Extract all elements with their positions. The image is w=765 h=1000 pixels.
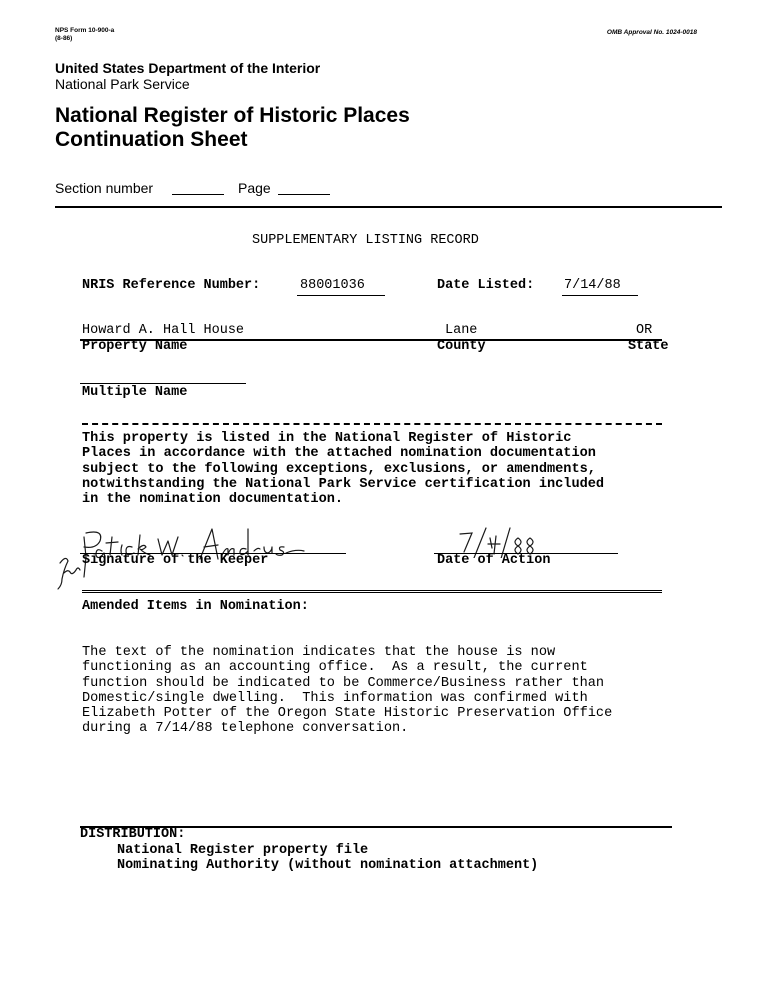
property-name-label: Property Name — [82, 339, 188, 354]
multiple-name-label: Multiple Name — [82, 385, 188, 400]
amended-heading: Amended Items in Nomination: — [82, 599, 309, 614]
state-label: State — [628, 339, 669, 354]
date-listed-label: Date Listed: — [437, 278, 535, 293]
agency-name: United States Department of the Interior — [55, 60, 321, 76]
date-listed-value: 7/14/88 — [564, 278, 621, 293]
record-heading: SUPPLEMENTARY LISTING RECORD — [252, 233, 479, 248]
distribution-item: National Register property file — [117, 843, 369, 858]
listing-statement: This property is listed in the National Register of Historic Places in accordance with the attached nomination documentation subject to the following exceptions, exclusions, or amendments, notwithstanding the National Park Service certification included in the nomination documentation. — [82, 431, 605, 508]
nris-underline — [297, 295, 385, 296]
nris-label: NRIS Reference Number: — [82, 278, 261, 293]
property-name-value: Howard A. Hall House — [82, 323, 245, 338]
state-value: OR — [636, 323, 653, 338]
nris-value: 88001036 — [300, 278, 365, 293]
section-number-label: Section number — [55, 180, 154, 196]
distribution-item: Nominating Authority (without nomination attachment) — [117, 858, 539, 873]
page-title: National Register of Historic Places — [55, 104, 410, 127]
amended-text: The text of the nomination indicates that the house is now functioning as an accounting office. As a result, the current function should be indicated to be Commerce/Business rather than Domestic/single dwelling. This information was confirmed with Elizabeth Potter of the Oregon State Historic Preservation Office during a 7/14/88 telephone conversation. — [82, 645, 613, 737]
county-value: Lane — [445, 323, 478, 338]
county-label: County — [437, 339, 486, 354]
double-divider — [82, 590, 662, 593]
omb-approval: OMB Approval No. 1024-0018 — [606, 29, 697, 36]
multiple-name-field — [80, 383, 246, 384]
signature-label: Signature of the Keeper — [82, 553, 269, 568]
date-listed-underline — [562, 295, 638, 296]
form-number: NPS Form 10-900-a — [55, 27, 115, 34]
action-date-label: Date of Action — [437, 553, 551, 568]
dashed-divider — [82, 423, 662, 425]
form-date: (8-86) — [55, 35, 73, 42]
section-number-field — [172, 194, 224, 195]
service-name: National Park Service — [55, 76, 190, 92]
page-label: Page — [238, 180, 271, 196]
page-field — [278, 194, 330, 195]
header-rule — [55, 206, 722, 208]
page-subtitle: Continuation Sheet — [55, 128, 248, 151]
distribution-heading: DISTRIBUTION: — [80, 827, 186, 842]
